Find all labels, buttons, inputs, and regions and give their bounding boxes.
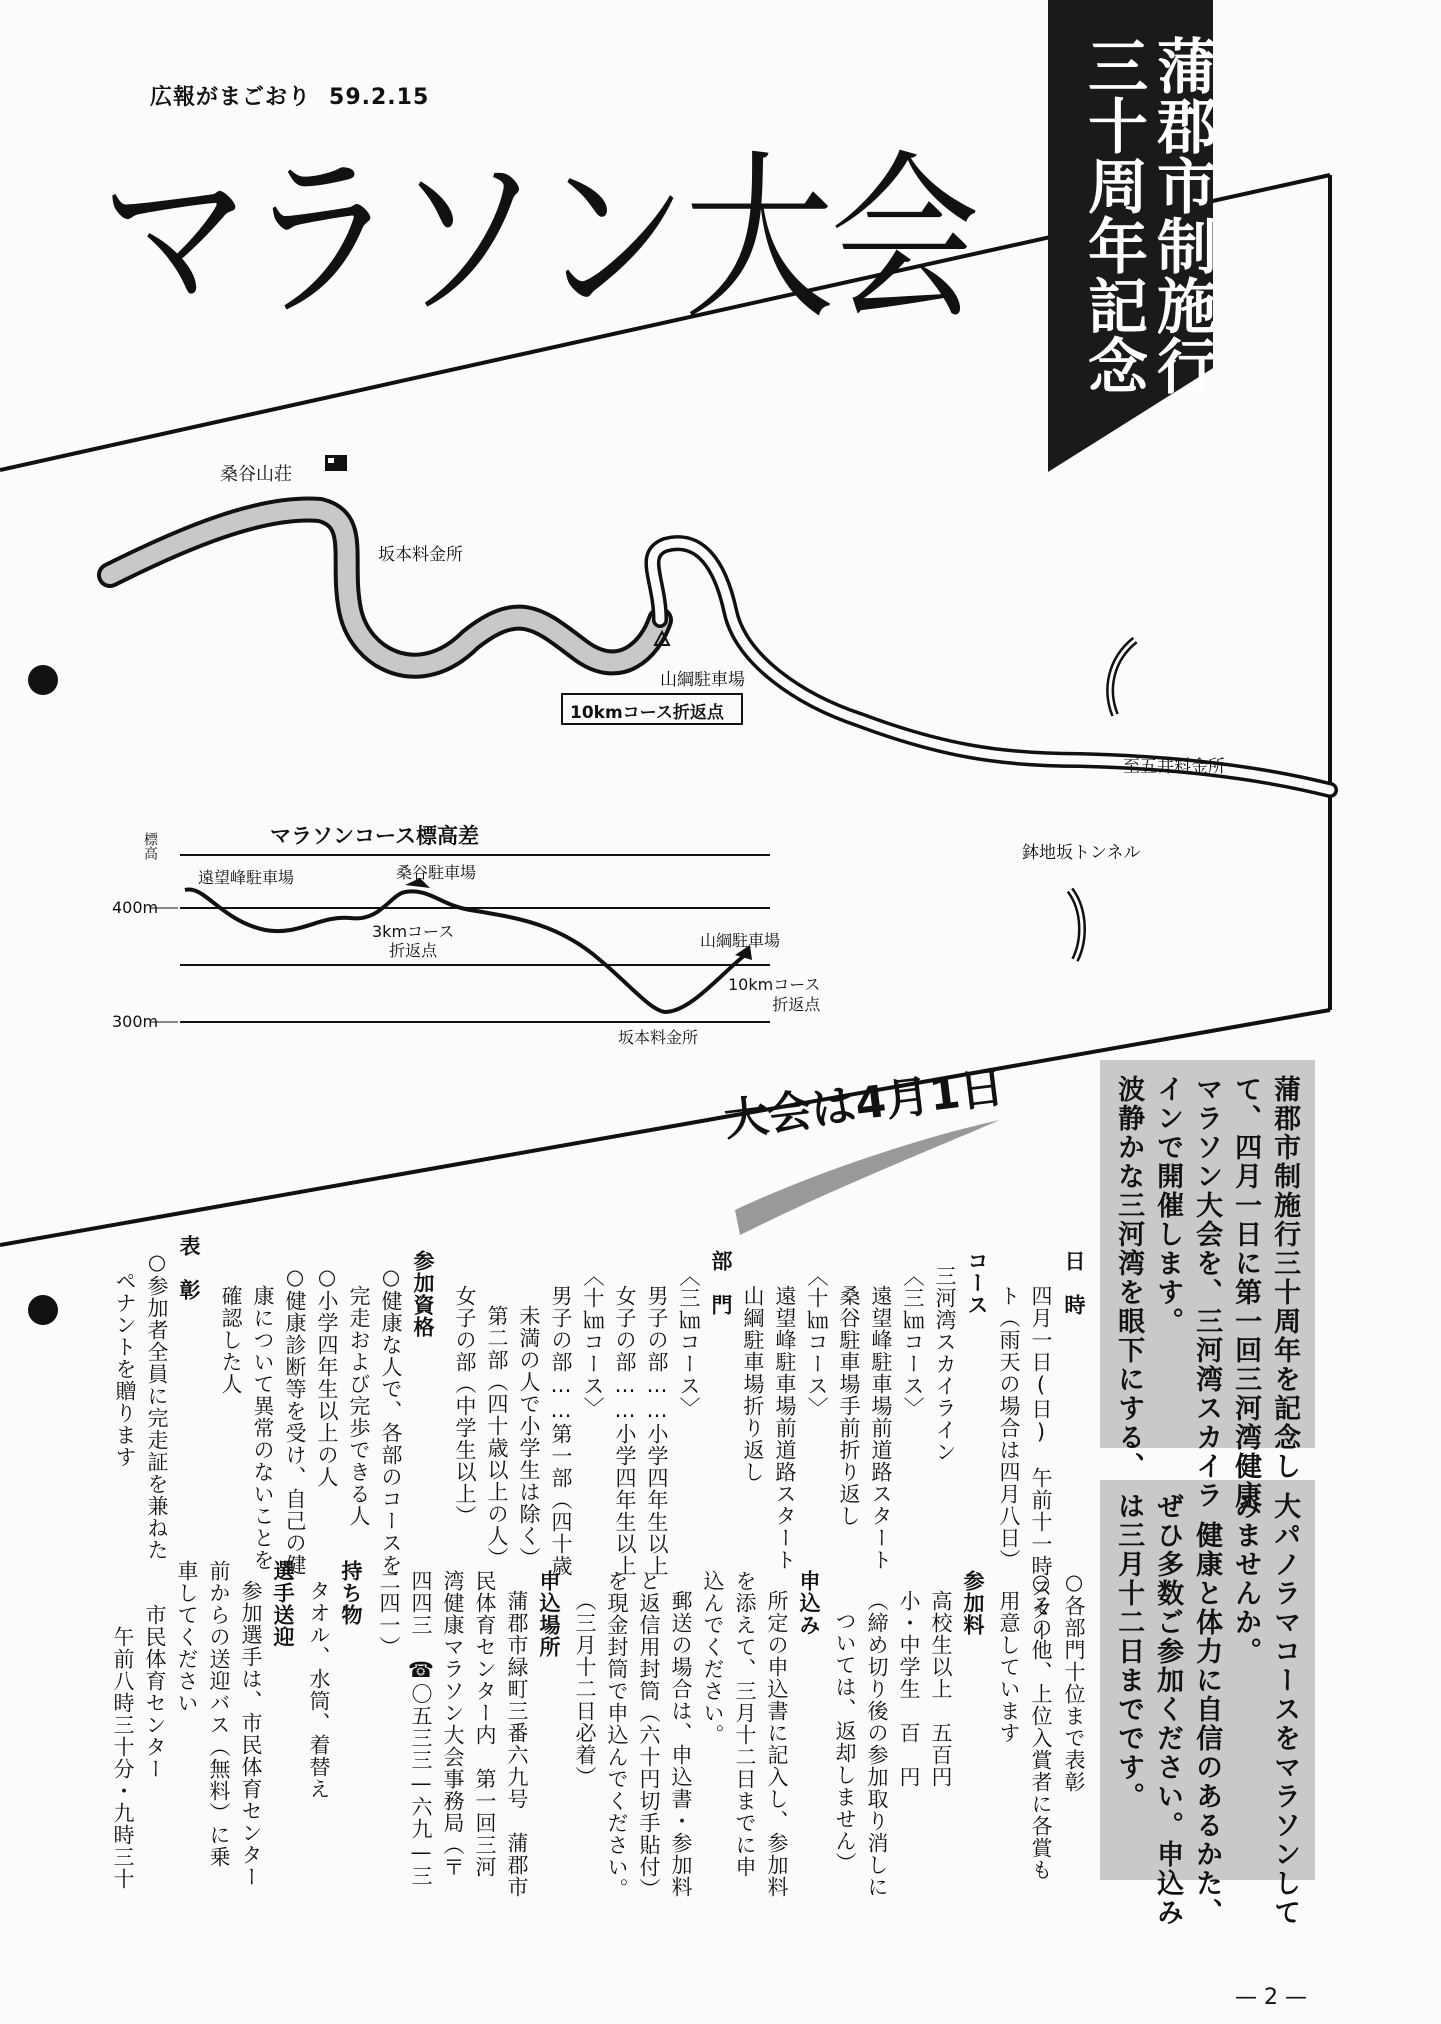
tick-300m: 300m: [112, 1012, 159, 1031]
body-col: ○各部門十位まで表彰: [1062, 1570, 1086, 1793]
body-col: 前からの送迎バス（無料）に乗: [207, 1560, 231, 1868]
body-col: 所定の申込書に記入し、参加料: [765, 1590, 789, 1898]
body-col: 三河湾スカイライン: [933, 1265, 957, 1463]
body-col: と返信用封筒（六十円切手貼付）: [637, 1570, 661, 1900]
heading-application: 申込み: [797, 1570, 821, 1636]
body-col: を現金封筒で申込んでください。: [605, 1570, 629, 1900]
map-label-sakamoto-toll: 坂本料金所: [378, 545, 463, 565]
body-col: 完走および完歩できる人: [347, 1285, 371, 1527]
body-col: 女子の部……小学四年生以上: [613, 1285, 637, 1577]
body-col: 込んでください。: [701, 1570, 725, 1746]
body-col: （三月十二日必着）: [573, 1590, 597, 1788]
body-col: 高校生以上 五百円: [929, 1590, 953, 1788]
body-col: （締め切り後の参加取り消しに: [865, 1590, 889, 1898]
heading-datetime: 日 時: [1062, 1250, 1086, 1316]
heading-fee: 参加料: [961, 1570, 985, 1636]
intro-col-2: て、四月一日に第一回三河湾健康: [1230, 1075, 1262, 1510]
event-date-banner: 大会は4月1日: [721, 1061, 1007, 1147]
heading-awards: 表 彰: [177, 1235, 201, 1301]
body-col: 確認した人: [219, 1285, 243, 1395]
body-col: 車してください: [175, 1560, 199, 1714]
map-label-10km-turnaround: 10kmコース折返点: [570, 703, 724, 723]
body-col: 未満の人で小学生は除く）: [517, 1305, 541, 1569]
body-col: 桑谷駐車場手前折り返し: [837, 1285, 861, 1527]
body-col: 男子の部……第一部（四十歳: [549, 1285, 573, 1577]
body-col: 四四三 ☎〇五三三—六九—三: [409, 1570, 433, 1887]
body-col: 女子の部（中学生以上）: [453, 1285, 477, 1527]
banner-line-1: 蒲郡市制施行: [1147, 35, 1217, 395]
heading-shuttle: 選手送迎: [271, 1560, 295, 1648]
body-col: 遠望峰駐車場前道路スタート: [773, 1285, 797, 1571]
body-col: タオル、水筒、着替え: [307, 1580, 331, 1800]
body-col: 〈三㎞コース〉: [901, 1265, 925, 1419]
intro-col-5: 波静かな三河湾を眼下にする、: [1113, 1075, 1145, 1481]
body-col: 参加選手は、市民体育センター: [239, 1580, 263, 1888]
intro-col-3: マラソン大会を、三河湾スカイラ: [1191, 1075, 1223, 1510]
intro-col-10: は三月十二日までです。: [1113, 1492, 1145, 1811]
body-col: 〈十㎞コース〉: [805, 1265, 829, 1419]
binder-hole-top: [28, 665, 58, 695]
banner-line-2: 三十周年記念: [1078, 35, 1148, 395]
intro-col-7: みませんか。: [1230, 1492, 1262, 1666]
body-col: ○健康診断等を受け、自己の健: [283, 1265, 307, 1576]
body-col: 四月一日(日) 午前十一時スター: [1029, 1285, 1053, 1643]
body-col: 郵送の場合は、申込書・参加料: [669, 1590, 693, 1898]
body-col: 〈三㎞コース〉: [677, 1265, 701, 1419]
body-col: 湾健康マラソン大会事務局（〒: [441, 1570, 465, 1878]
body-col: 蒲郡市緑町三番六九号 蒲郡市: [505, 1590, 529, 1898]
elevation-title: マラソンコース標高差: [270, 824, 479, 848]
elev-label-yamatsuna: 山綱駐車場: [700, 931, 781, 950]
map-label-yamatsuna-parking: 山綱駐車場: [660, 670, 745, 690]
publication-date: 59.2.15: [329, 85, 430, 110]
elev-label-sakamoto: 坂本料金所: [618, 1028, 699, 1047]
heading-belongings: 持ち物: [339, 1560, 363, 1626]
intro-col-8: 健康と体力に自信のあるかた、: [1191, 1492, 1223, 1927]
tick-400m: 400m: [112, 898, 159, 917]
body-col: ペナントを贈ります: [113, 1270, 137, 1468]
body-col: ト（雨天の場合は四月八日）: [997, 1285, 1021, 1571]
body-col: 第二部（四十歳以上の人）: [485, 1305, 509, 1569]
body-col: 康について異常のないことを: [251, 1285, 275, 1571]
body-col: ○小学四年生以上の人: [315, 1265, 339, 1488]
intro-col-1: 蒲郡市制施行三十周年を記念し: [1269, 1075, 1301, 1481]
elev-label-kuwagaya: 桑谷駐車場: [396, 863, 477, 882]
body-col: 〈十㎞コース〉: [581, 1265, 605, 1419]
body-col: ○健康な人で、各部のコースを: [379, 1265, 403, 1576]
heading-course: コース: [965, 1250, 989, 1316]
elev-label-3km-turn: 3kmコース 折返点: [372, 922, 455, 961]
binder-hole-bottom: [28, 1295, 58, 1325]
intro-col-4: インで開催します。: [1152, 1075, 1184, 1336]
body-col: 二四一）: [377, 1570, 401, 1658]
publication-name: 広報がまごおり: [150, 85, 312, 110]
map-label-tunnel: 鉢地坂トンネル: [1022, 843, 1141, 863]
body-col: 民体育センター内 第一回三河: [473, 1570, 497, 1878]
heading-division: 部 門: [709, 1250, 733, 1316]
body-col: ついては、返却しません）: [833, 1610, 857, 1874]
elevation-axis-label: 標高: [142, 832, 158, 860]
body-col: 午前八時三十分・九時三十: [111, 1560, 135, 1890]
body-col: 小・中学生 百 円: [897, 1590, 921, 1788]
body-col: を添えて、三月十二日までに申: [733, 1570, 757, 1878]
body-col: 用意しています: [997, 1590, 1021, 1744]
body-col: 市民体育センター: [143, 1560, 167, 1780]
map-label-kuwagaya-lodge: 桑谷山荘: [220, 464, 292, 485]
body-col: 山綱駐車場折り返し: [741, 1285, 765, 1483]
body-col: ○参加者全員に完走証を兼ねた: [145, 1250, 169, 1561]
elev-label-10km-turn: 10kmコース 折返点: [728, 975, 821, 1014]
body-col: 遠望峰駐車場前道路スタート: [869, 1285, 893, 1571]
page-title: マラソン大会: [100, 135, 977, 345]
heading-eligibility: 参加資格: [411, 1250, 435, 1338]
body-col: ○その他、上位入賞者に各賞も: [1029, 1570, 1053, 1881]
intro-col-6: 大パノラマコースをマラソンして: [1269, 1492, 1301, 1927]
intro-col-9: ぜひ多数ご参加ください。申込み: [1152, 1492, 1184, 1927]
map-label-goi-toll: 至五井料金所: [1123, 757, 1225, 777]
page-number: — 2 —: [1235, 1985, 1307, 2010]
elev-label-enboho: 遠望峰駐車場: [198, 868, 295, 887]
body-col: 男子の部……小学四年生以上: [645, 1285, 669, 1577]
heading-venue: 申込場所: [537, 1570, 561, 1658]
